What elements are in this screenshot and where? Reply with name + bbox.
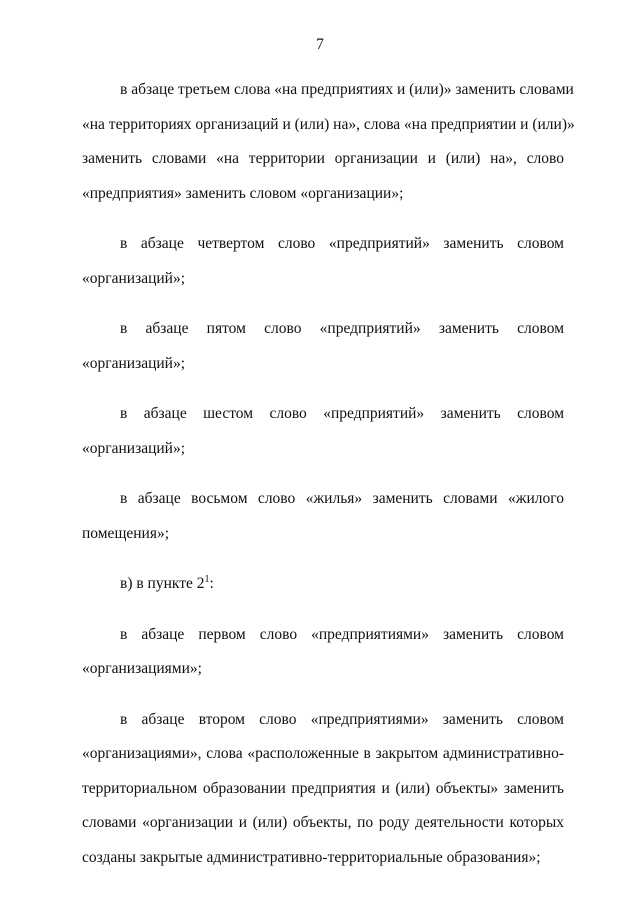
text-line: [82, 567, 564, 602]
text-line: территориальном образовании предприятия и (или) объекты» заменить: [82, 779, 564, 797]
paragraph-abzac-1: [82, 618, 564, 687]
text-line: в абзаце шестом слово «предприятий» заменить словом: [120, 405, 564, 422]
paragraph-abzac-4: [82, 227, 564, 296]
point-suffix: :: [209, 575, 214, 592]
text-line: «предприятия» заменить словом «организации»;: [82, 184, 404, 202]
text-line: созданы закрытые административно-территориальные образования»;: [82, 848, 541, 866]
text-line: в абзаце первом слово «предприятиями» заменить словом: [120, 625, 564, 643]
text-line: «организациями»;: [82, 660, 202, 677]
text-line: в абзаце восьмом слово «жилья» заменить словами «жилого: [120, 490, 564, 507]
document-body: [82, 73, 575, 875]
text-line: помещения»;: [82, 524, 170, 542]
paragraph-abzac-3: [82, 73, 575, 211]
text-line: «организаций»;: [82, 269, 186, 287]
text-line: в абзаце четвертом слово «предприятий» заменить словом: [120, 235, 564, 252]
text-line: словами «организации и (или) объекты, по роду деятельности которых: [82, 814, 564, 831]
paragraph-abzac-6: [82, 397, 564, 466]
text-line: «на территориях организаций и (или) на», слова «на предприятии и (или)»: [82, 115, 575, 133]
page-number: 7: [316, 36, 324, 53]
text-line: в абзаце пятом слово «предприятий» заменить словом: [120, 320, 564, 337]
point-text: в) в пункте 2: [120, 575, 205, 592]
paragraph-abzac-8: [82, 482, 564, 551]
paragraph-punkt-2-1: [82, 567, 564, 602]
paragraph-abzac-5: [82, 312, 564, 381]
point-superscript: 1: [204, 573, 210, 585]
text-line: «организациями», слова «расположенные в закрытом административно-: [82, 745, 564, 762]
paragraph-abzac-2: [82, 703, 564, 876]
text-line: «организаций»;: [82, 439, 186, 457]
text-line: в абзаце третьем слова «на предприятиях и (или)» заменить словами: [120, 81, 574, 98]
text-line: в абзаце втором слово «предприятиями» заменить словом: [120, 710, 564, 728]
text-line: «организаций»;: [82, 354, 186, 372]
text-line: заменить словами «на территории организации и (или) на», слово: [82, 150, 564, 167]
